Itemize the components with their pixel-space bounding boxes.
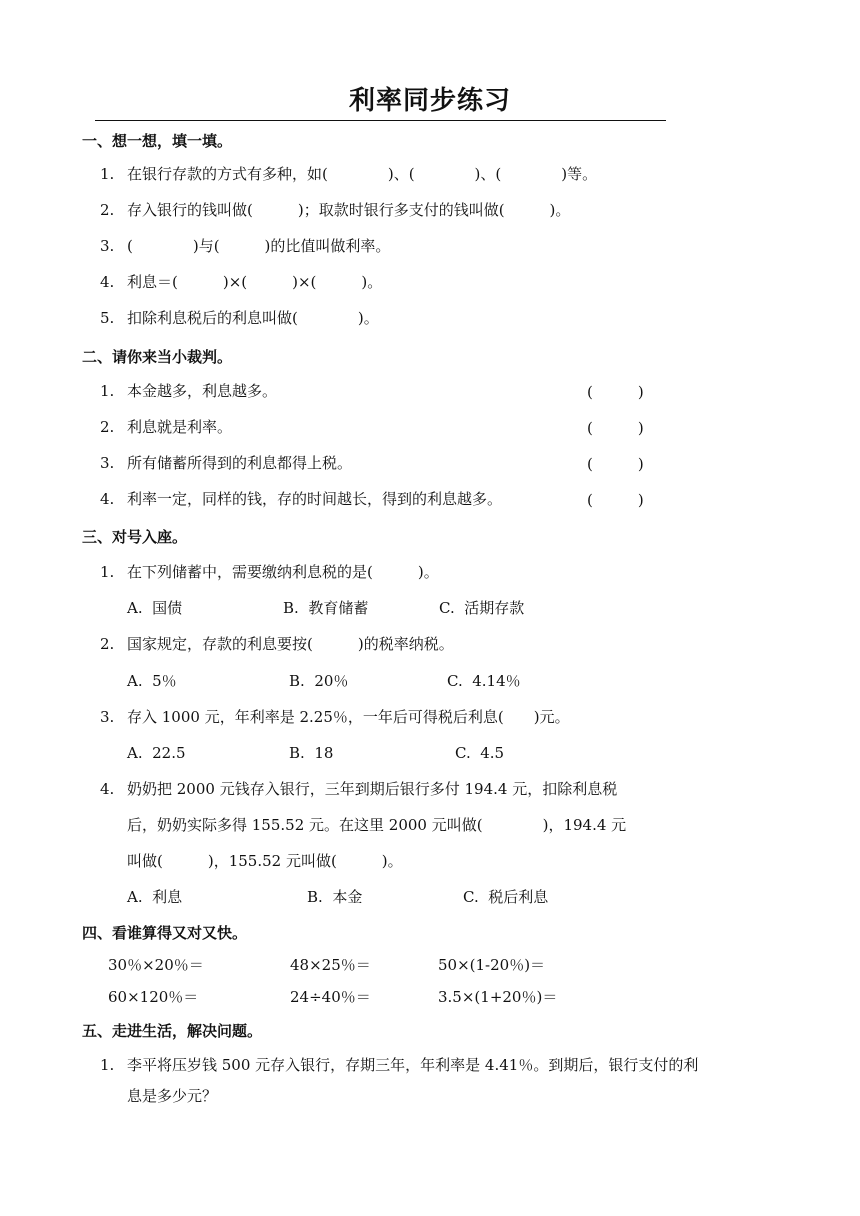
s1-item-1-number: 1. <box>100 165 115 183</box>
s3-q1-option-a: A. 国债 <box>127 599 183 617</box>
s3-q2-text: 国家规定，存款的利息要按( )的税率纳税。 <box>127 635 454 653</box>
s2-item-1-number: 1. <box>100 382 115 400</box>
s3-q4-number: 4. <box>100 780 115 798</box>
s5-q1-line-2: 息是多少元？ <box>127 1087 218 1105</box>
s3-q3-option-a: A. 22.5 <box>127 744 186 762</box>
s1-item-4-number: 4. <box>100 273 115 291</box>
s2-item-1-text: 本金越多，利息越多。 <box>127 382 278 400</box>
calc-2-1: 60×120％＝ <box>108 988 199 1006</box>
s3-q1-number: 1. <box>100 563 115 581</box>
s2-item-2-judge-box: ( ) <box>587 419 644 437</box>
calc-1-3: 50×(1-20％)＝ <box>438 956 546 974</box>
s3-q1-option-c: C. 活期存款 <box>439 599 525 617</box>
s3-q1-option-b: B. 教育储蓄 <box>283 599 369 617</box>
s1-item-2-text: 存入银行的钱叫做( )；取款时银行多支付的钱叫做( )。 <box>127 201 571 219</box>
section-1-heading: 一、想一想，填一填。 <box>82 132 233 150</box>
section-5-heading: 五、走进生活，解决问题。 <box>82 1022 263 1040</box>
s3-q2-option-a: A. 5％ <box>127 672 177 690</box>
s2-item-3-judge-box: ( ) <box>587 455 644 473</box>
title-underline <box>95 120 666 121</box>
s1-item-2-number: 2. <box>100 201 115 219</box>
calc-2-3: 3.5×(1+20％)＝ <box>438 988 558 1006</box>
s3-q3-number: 3. <box>100 708 115 726</box>
s3-q3-text: 存入 1000 元，年利率是 2.25％，一年后可得税后利息( )元。 <box>127 708 570 726</box>
s3-q4-option-c: C. 税后利息 <box>463 888 549 906</box>
s3-q3-option-c: C. 4.5 <box>455 744 505 762</box>
calc-1-1: 30％×20％＝ <box>108 956 204 974</box>
s1-item-5-number: 5. <box>100 309 115 327</box>
s2-item-3-text: 所有储蓄所得到的利息都得上税。 <box>127 454 353 472</box>
s3-q4-line-2: 后，奶奶实际多得 155.52 元。在这里 2000 元叫做( )，194.4 元 <box>127 816 627 834</box>
s2-item-2-number: 2. <box>100 418 115 436</box>
s2-item-2-text: 利息就是利率。 <box>127 418 233 436</box>
s2-item-1-judge-box: ( ) <box>587 383 644 401</box>
s3-q4-option-a: A. 利息 <box>127 888 183 906</box>
section-3-heading: 三、对号入座。 <box>82 528 188 546</box>
section-2-heading: 二、请你来当小裁判。 <box>82 348 233 366</box>
s3-q1-text: 在下列储蓄中，需要缴纳利息税的是( )。 <box>127 563 439 581</box>
s1-item-3-text: ( )与( )的比值叫做利率。 <box>127 237 391 255</box>
s5-q1-line-1: 李平将压岁钱 500 元存入银行，存期三年，年利率是 4.41％。到期后，银行支付的利 <box>127 1056 699 1074</box>
calc-1-2: 48×25％＝ <box>290 956 371 974</box>
s2-item-4-text: 利率一定，同样的钱，存的时间越长，得到的利息越多。 <box>127 490 503 508</box>
section-4-heading: 四、看谁算得又对又快。 <box>82 924 248 942</box>
s2-item-4-judge-box: ( ) <box>587 491 644 509</box>
s2-item-4-number: 4. <box>100 490 115 508</box>
s1-item-4-text: 利息＝( )×( )×( )。 <box>127 273 383 291</box>
s2-item-3-number: 3. <box>100 454 115 472</box>
s3-q4-line-3: 叫做( )，155.52 元叫做( )。 <box>127 852 403 870</box>
s1-item-3-number: 3. <box>100 237 115 255</box>
s3-q2-number: 2. <box>100 635 115 653</box>
page-title: 利率同步练习 <box>348 86 511 116</box>
s3-q2-option-b: B. 20％ <box>289 672 349 690</box>
calc-2-2: 24÷40％＝ <box>290 988 371 1006</box>
s3-q4-line-1: 奶奶把 2000 元钱存入银行，三年到期后银行多付 194.4 元，扣除利息税 <box>127 780 618 798</box>
s5-q1-number: 1. <box>100 1056 115 1074</box>
s3-q2-option-c: C. 4.14％ <box>447 672 521 690</box>
s3-q4-option-b: B. 本金 <box>307 888 363 906</box>
s1-item-5-text: 扣除利息税后的利息叫做( )。 <box>127 309 379 327</box>
s3-q3-option-b: B. 18 <box>289 744 334 762</box>
s1-item-1-text: 在银行存款的方式有多种，如( )、( )、( )等。 <box>127 165 598 183</box>
